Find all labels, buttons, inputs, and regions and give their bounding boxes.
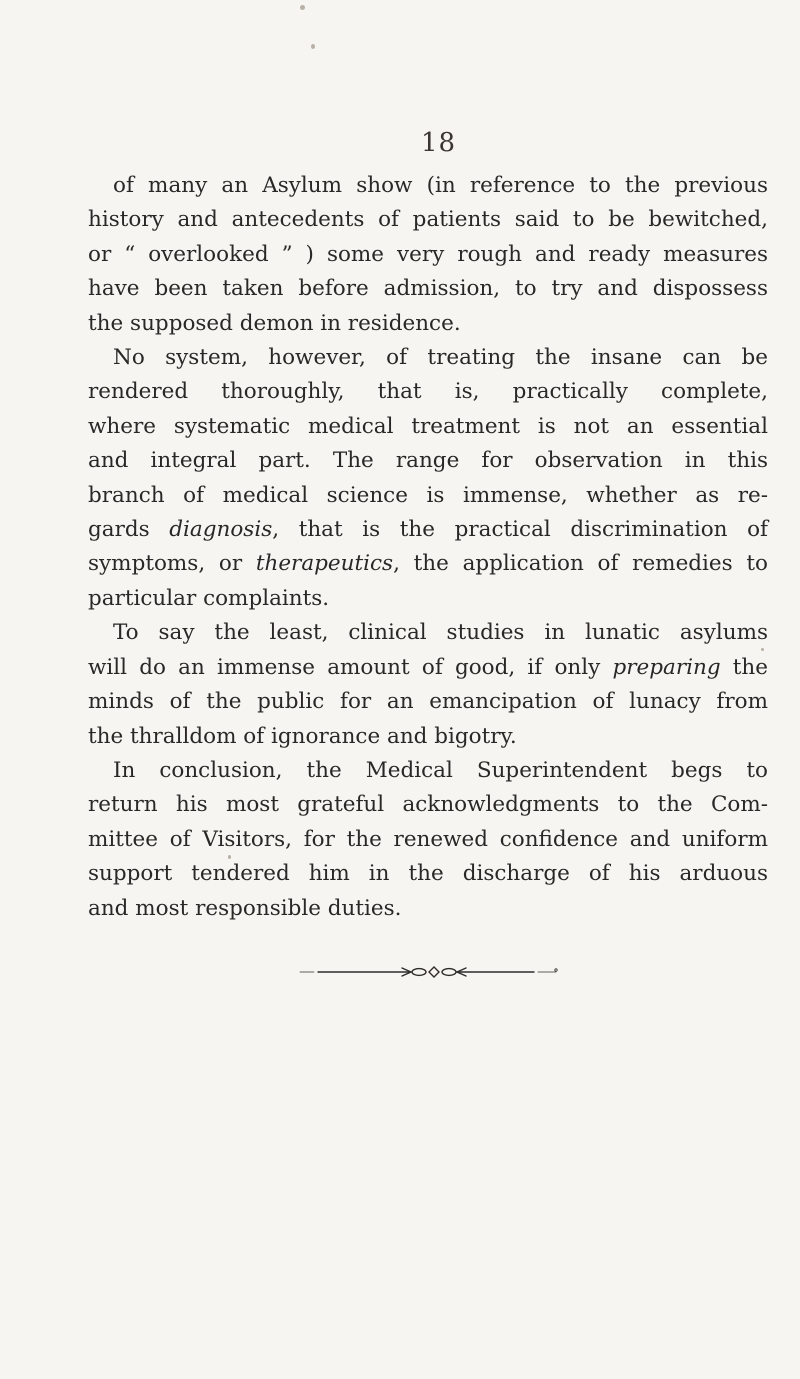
text-run: support tendered him in the discharge of his arduous	[88, 861, 768, 887]
text-run: , that is the practical discrimination of	[272, 517, 768, 543]
text-run: No system, however, of treating the insane can be	[113, 345, 768, 371]
text-run: of many an Asylum show (in reference to the previous	[113, 173, 768, 198]
text-run: and most responsible duties.	[88, 895, 402, 921]
text-run: the	[720, 654, 769, 680]
text-line	[88, 857, 768, 891]
text-line	[88, 307, 768, 341]
italic-term: diagnosis	[169, 517, 273, 543]
text-run: history and antecedents of patients said to be bewitched,	[88, 207, 768, 233]
text-run: have been taken before admission, to try and dispossess	[88, 276, 768, 302]
text-line	[88, 375, 768, 409]
text-run: branch of medical science is immense, whether as re-	[88, 482, 768, 508]
text-run: To say the least, clinical studies in lunatic asylums	[113, 620, 768, 646]
text-line	[88, 203, 768, 237]
text-line	[88, 547, 768, 581]
paragraph	[88, 169, 768, 341]
paragraph	[88, 754, 768, 926]
text-line	[88, 341, 768, 375]
text-run: In conclusion, the Medical Superintendent begs to	[113, 757, 768, 783]
text-run: , the application of remedies to	[393, 551, 768, 577]
text-run: where systematic medical treatment is not an essential	[88, 413, 768, 439]
text-run: and integral part. The range for observation in this	[88, 448, 768, 474]
text-run: mittee of Visitors, for the renewed confidence and uniform	[88, 826, 768, 852]
paragraph	[88, 341, 768, 616]
text-line	[88, 788, 768, 822]
text-run: or “ overlooked ” ) some very rough and ready measures	[88, 241, 768, 267]
text-run: symptoms, or	[88, 551, 256, 577]
text-line	[88, 892, 768, 926]
text-line	[88, 616, 768, 650]
body-text	[88, 169, 768, 926]
text-line	[88, 444, 768, 478]
text-run: the thralldom of ignorance and bigotry.	[88, 723, 517, 749]
text-line	[88, 754, 768, 788]
text-line	[88, 410, 768, 444]
text-line	[88, 479, 768, 513]
text-line	[88, 720, 768, 754]
text-run: gards	[88, 517, 170, 543]
text-line	[88, 272, 768, 306]
text-run: rendered thoroughly, that is, practically complete,	[88, 379, 768, 405]
paper-speck	[761, 648, 764, 651]
text-line	[88, 513, 768, 547]
text-run: minds of the public for an emancipation of lunacy from	[88, 689, 768, 715]
italic-term: preparing	[612, 654, 721, 680]
text-line	[88, 651, 768, 685]
text-line	[88, 169, 768, 203]
text-run: the supposed demon in residence.	[88, 310, 461, 336]
text-run: will do an immense amount of good, if only	[88, 654, 613, 680]
text-line	[88, 823, 768, 857]
paper-speck	[300, 5, 305, 10]
text-line	[88, 685, 768, 719]
paper-speck	[228, 855, 231, 859]
page-number: 18	[421, 128, 457, 158]
tailpiece-ornament-icon	[298, 964, 560, 980]
text-run: return his most grateful acknowledgments to the Com-	[88, 792, 768, 818]
text-run: particular complaints.	[88, 585, 330, 611]
paper-speck	[311, 44, 315, 49]
text-line	[88, 238, 768, 272]
paragraph	[88, 616, 768, 754]
text-line	[88, 582, 768, 616]
italic-term: therapeutics	[255, 551, 394, 577]
